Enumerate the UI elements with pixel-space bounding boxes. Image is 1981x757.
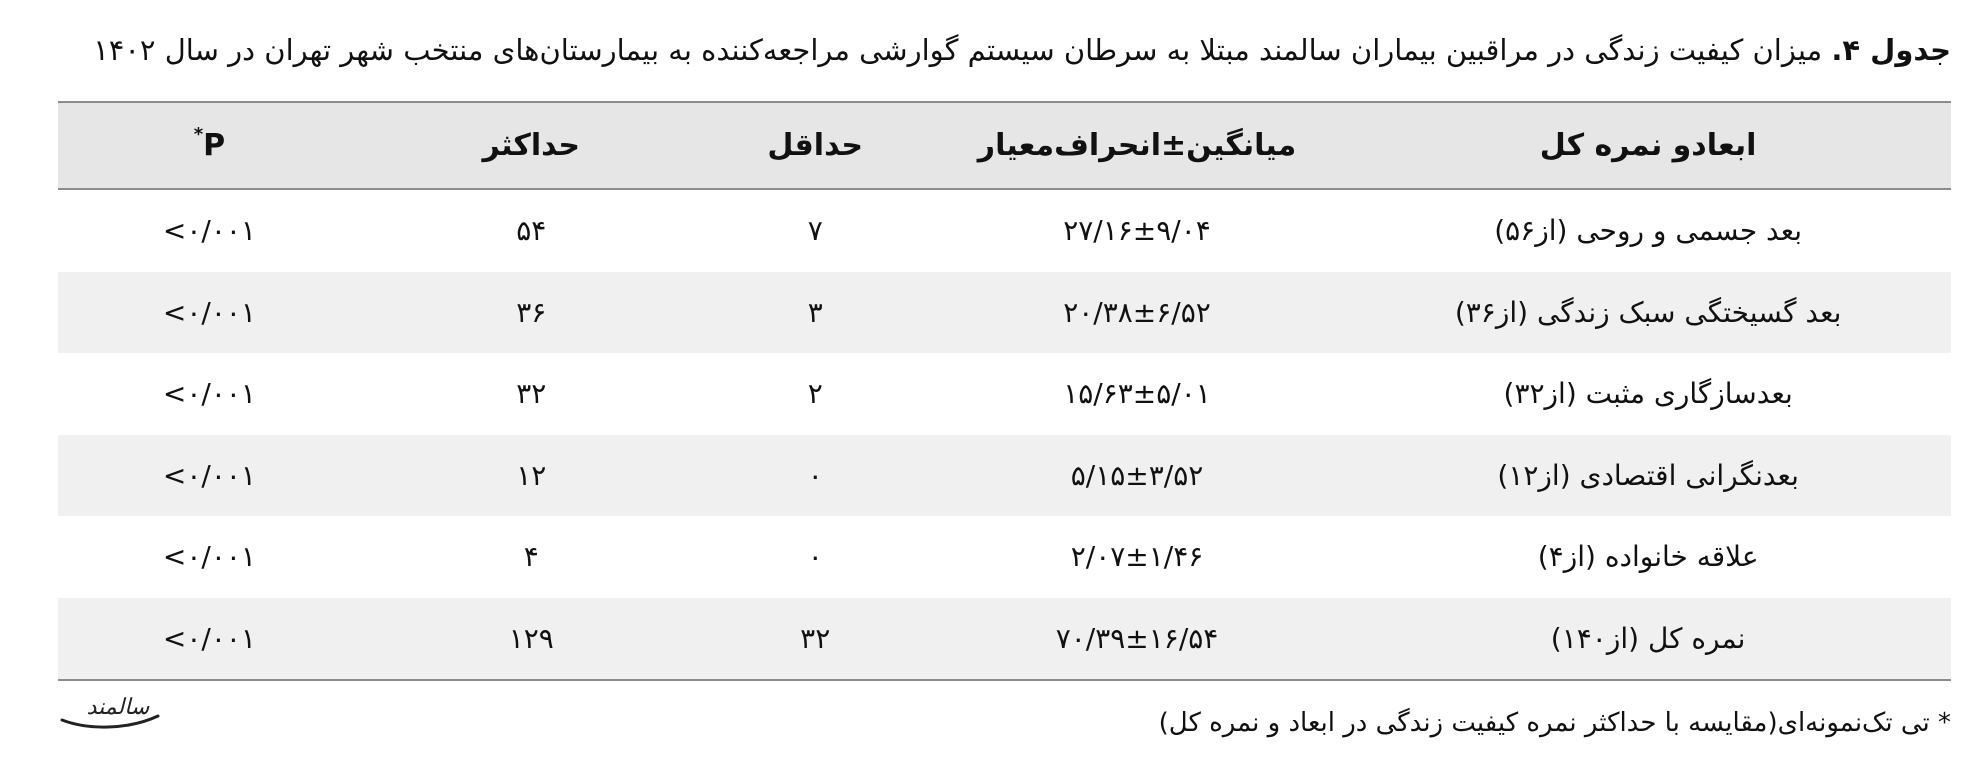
cell-min: ۳ [807, 295, 823, 329]
header-max: حداکثر [482, 128, 581, 163]
header-p-value [58, 102, 361, 189]
cell-min: ۳۲ [800, 621, 831, 655]
table-row [58, 598, 1951, 681]
cell-min: ۲ [807, 377, 823, 411]
table-row [58, 272, 1951, 354]
cell-p-value: <۰/۰۰۱ [162, 377, 256, 411]
table-row [58, 189, 1951, 272]
cell-dimension: علاقه خانواده (از۴) [1537, 540, 1759, 574]
cell-p-value: <۰/۰۰۱ [162, 214, 256, 248]
salmand-journal-logo [58, 690, 178, 734]
table-row [58, 435, 1951, 517]
cell-max: ۴ [523, 540, 539, 574]
cell-dimension: نمره کل (از۱۴۰) [1550, 621, 1746, 655]
cell-max: ۱۲ [516, 458, 547, 492]
cell-max: ۳۲ [516, 377, 547, 411]
header-dimension: ابعادو نمره کل [1539, 128, 1757, 163]
cell-mean-sd: ۲/۰۷±۱/۴۶ [1070, 540, 1204, 574]
header-mean-sd: میانگین±انحراف‌معیار [977, 128, 1297, 163]
cell-p-value: <۰/۰۰۱ [162, 295, 256, 329]
cell-mean-sd: ۱۵/۶۳±۵/۰۱ [1063, 377, 1211, 411]
cell-dimension: بعدنگرانی اقتصادی (از۱۲) [1497, 458, 1799, 492]
results-table-container [58, 101, 1951, 681]
header-p-footnote-mark: * [193, 124, 204, 145]
table-caption-label: جدول ۴. [1831, 33, 1951, 67]
cell-min: ۰ [807, 458, 823, 492]
table-row [58, 516, 1951, 598]
header-p-label: P [203, 128, 226, 163]
cell-p-value: <۰/۰۰۱ [162, 540, 256, 574]
cell-max: ۳۶ [516, 295, 547, 329]
cell-dimension: بعد گسیختگی سبک زندگی (از۳۶) [1454, 295, 1842, 329]
header-min: حداقل [767, 128, 864, 163]
cell-dimension: بعد جسمی و روحی (از۵۶) [1494, 214, 1803, 248]
cell-dimension: بعدسازگاری مثبت (از۳۲) [1503, 377, 1793, 411]
cell-p-value: <۰/۰۰۱ [162, 621, 256, 655]
cell-min: ۷ [807, 214, 823, 248]
cell-mean-sd: ۲۷/۱۶±۹/۰۴ [1063, 214, 1211, 248]
table-footnote: * تی تک‌نمونه‌ای(مقایسه با حداکثر نمره کیفیت زندگی در ابعاد و نمره کل) [1158, 708, 1951, 738]
table-header-row [58, 102, 1951, 189]
results-table [58, 101, 1951, 681]
table-body [58, 189, 1951, 680]
cell-min: ۰ [807, 540, 823, 574]
cell-mean-sd: ۲۰/۳۸±۶/۵۲ [1063, 295, 1211, 329]
table-caption [40, 30, 1951, 70]
logo-text: سالمند [86, 695, 150, 720]
cell-mean-sd: ۷۰/۳۹±۱۶/۵۴ [1055, 621, 1219, 655]
cell-p-value: <۰/۰۰۱ [162, 458, 256, 492]
cell-mean-sd: ۵/۱۵±۳/۵۲ [1070, 458, 1204, 492]
cell-max: ۵۴ [516, 214, 547, 248]
table-caption-text: میزان کیفیت زندگی در مراقبین بیماران سالمند مبتلا به سرطان سیستم گوارشی مراجعه‌کننده به بیمارستان‌های منتخب شهر تهران در سال ۱۴۰۲ [93, 33, 1832, 67]
table-row [58, 353, 1951, 435]
cell-max: ۱۲۹ [508, 621, 554, 655]
